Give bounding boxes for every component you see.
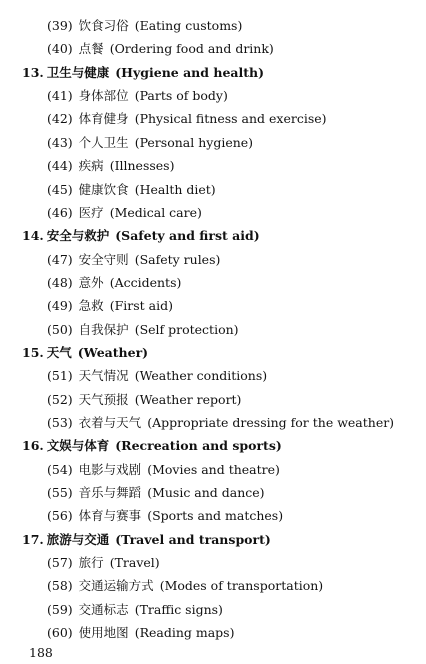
item-number: (49) [47, 298, 73, 314]
chinese-title: 体育健身 [78, 111, 129, 127]
item-number: (52) [47, 391, 73, 407]
item-number: (51) [47, 368, 73, 384]
english-title: (Illnesses) [109, 158, 175, 174]
item-number: (48) [47, 274, 73, 290]
english-title: (First aid) [109, 298, 173, 314]
topic-item [47, 575, 323, 597]
section-heading [22, 435, 282, 457]
item-number: (57) [47, 555, 73, 571]
chinese-title: 衣着与天气 [78, 415, 142, 430]
chinese-title: 卫生与健康 [46, 64, 110, 80]
item-number: (44) [47, 158, 73, 174]
chinese-title: 身体部位 [78, 88, 129, 104]
section-heading [22, 529, 271, 551]
english-title: (Safety and first aid) [115, 228, 260, 244]
chinese-title: 安全守则 [78, 251, 129, 267]
topic-item [47, 85, 228, 107]
english-title: (Health diet) [134, 181, 216, 197]
chinese-title: 意外 [78, 274, 104, 290]
chinese-title: 医疗 [78, 204, 104, 220]
topic-item [47, 179, 216, 201]
chinese-title: 旅游与交通 [46, 531, 110, 547]
english-title: (Movies and theatre) [147, 461, 280, 477]
item-number: (56) [47, 508, 73, 524]
chinese-title: 天气情况 [78, 368, 129, 384]
english-title: (Medical care) [109, 204, 202, 220]
chinese-title: 疾病 [78, 158, 104, 174]
chinese-title: 自我保护 [78, 321, 129, 337]
english-title: (Ordering food and drink) [109, 41, 274, 57]
chinese-title: 音乐与舞蹈 [78, 485, 142, 500]
item-number: (46) [47, 204, 73, 220]
english-title: (Safety rules) [134, 251, 221, 267]
item-number: (43) [47, 134, 73, 150]
topic-item [47, 15, 242, 37]
chinese-title: 健康饮食 [78, 181, 129, 197]
item-number: (58) [47, 578, 73, 594]
english-title: (Weather report) [134, 391, 242, 407]
english-title: (Travel and transport) [115, 531, 271, 547]
chinese-title: 电影与戏剧 [78, 461, 142, 477]
topic-item [47, 412, 394, 434]
topic-item [47, 505, 283, 527]
chinese-title: 安全与救护 [46, 228, 110, 244]
item-number: (39) [47, 18, 73, 33]
item-number: (40) [47, 41, 73, 57]
english-title: (Sports and matches) [147, 508, 284, 524]
english-title: (Weather) [77, 344, 149, 360]
english-title: (Travel) [109, 555, 160, 571]
section-heading [22, 225, 260, 247]
topic-item [47, 249, 220, 271]
section-heading [22, 62, 264, 84]
topic-item [47, 482, 265, 504]
item-number: (50) [47, 321, 73, 337]
topic-item [47, 295, 173, 317]
topic-item [47, 622, 234, 644]
english-title: (Self protection) [134, 321, 239, 337]
section-number: 14. [22, 228, 44, 244]
english-title: (Personal hygiene) [134, 134, 254, 150]
item-number: (60) [47, 625, 73, 641]
english-title: (Parts of body) [134, 88, 228, 104]
english-title: (Accidents) [109, 274, 182, 290]
section-number: 17. [22, 531, 44, 547]
topic-item [47, 599, 223, 621]
section-heading [22, 342, 148, 364]
chinese-title: 旅行 [78, 555, 104, 571]
english-title: (Eating customs) [134, 18, 243, 33]
item-number: (47) [47, 251, 73, 267]
section-number: 16. [22, 438, 44, 454]
english-title: (Traffic signs) [134, 601, 223, 617]
chinese-title: 饮食习俗 [78, 18, 129, 33]
english-title: (Hygiene and health) [115, 64, 265, 80]
section-number: 15. [22, 344, 44, 360]
topic-item [47, 365, 267, 387]
topic-item [47, 155, 174, 177]
topic-item [47, 389, 241, 411]
chinese-title: 交通运输方式 [78, 578, 154, 594]
topic-item [47, 132, 253, 154]
english-title: (Music and dance) [147, 485, 265, 500]
item-number: (41) [47, 88, 73, 104]
item-number: (42) [47, 111, 73, 127]
english-title: (Weather conditions) [134, 368, 268, 384]
item-number: (59) [47, 601, 73, 617]
topic-item [47, 272, 181, 294]
chinese-title: 个人卫生 [78, 134, 129, 150]
chinese-title: 点餐 [78, 41, 104, 57]
item-number: (54) [47, 461, 73, 477]
english-title: (Appropriate dressing for the weather) [147, 415, 395, 430]
chinese-title: 使用地图 [78, 625, 129, 641]
topic-item [47, 202, 202, 224]
topic-item [47, 38, 274, 60]
item-number: (55) [47, 485, 73, 500]
item-number: (53) [47, 415, 73, 430]
topic-item [47, 459, 280, 481]
chinese-title: 文娱与体育 [46, 438, 110, 454]
english-title: (Modes of transportation) [159, 578, 324, 594]
english-title: (Recreation and sports) [115, 438, 282, 454]
english-title: (Physical fitness and exercise) [134, 111, 327, 127]
item-number: (45) [47, 181, 73, 197]
chinese-title: 天气预报 [78, 391, 129, 407]
page-number: 188 [29, 645, 53, 660]
chinese-title: 交通标志 [78, 601, 129, 617]
chinese-title: 急救 [78, 298, 104, 314]
english-title: (Reading maps) [134, 625, 235, 641]
topic-item [47, 108, 327, 130]
chinese-title: 体育与赛事 [78, 508, 142, 524]
topic-item [47, 319, 239, 341]
chinese-title: 天气 [46, 344, 72, 360]
topic-item [47, 552, 160, 574]
section-number: 13. [22, 64, 44, 80]
